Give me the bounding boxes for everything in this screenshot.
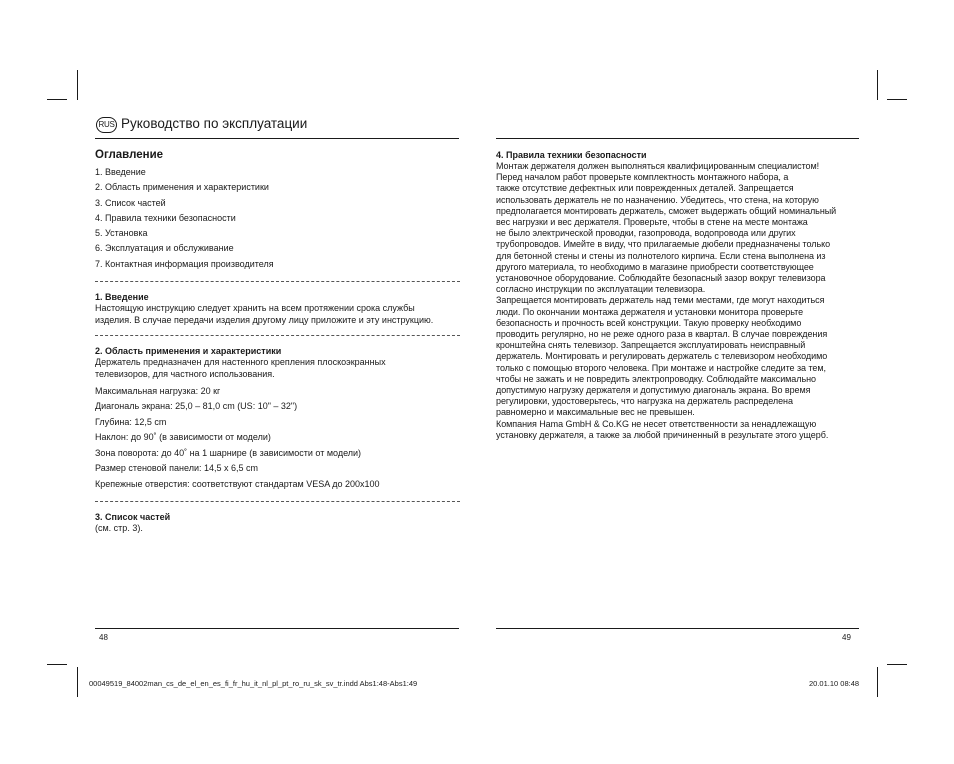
safety-heading: 4. Правила техники безопасности — [496, 150, 647, 160]
safety-line: Компания Hama GmbH & Co.KG не несет ответственности за ненадлежащую — [496, 418, 817, 429]
safety-line: предполагается монтировать держатель, сможет выдержать общий номинальный — [496, 205, 837, 216]
section-divider — [95, 501, 460, 502]
page-number-right: 49 — [842, 633, 851, 642]
safety-line: Монтаж держателя должен выполняться квалифицированным специалистом! — [496, 161, 820, 171]
safety-text — [496, 161, 858, 441]
spec-item: Максимальная нагрузка: 20 кг — [95, 386, 221, 397]
footer-rule-right — [496, 628, 859, 629]
safety-line: кронштейна снять телевизор. Запрещается эксплуатировать неисправный — [496, 340, 806, 351]
crop-mark — [77, 70, 78, 100]
safety-line: безопасность и прочность всей конструкции. Такую проверку необходимо — [496, 317, 802, 328]
safety-line: согласно инструкции по эксплуатации телевизора. — [496, 284, 706, 295]
footer-rule-left — [95, 628, 459, 629]
right-column — [496, 150, 858, 441]
crop-mark — [47, 664, 67, 665]
toc-item: 2. Область применения и характеристики — [95, 182, 269, 193]
safety-line: установку держателя, а также за любой причиненный в результате этого ущерб. — [496, 429, 829, 440]
spec-item: Глубина: 12,5 cm — [95, 416, 167, 427]
safety-line: допустимую нагрузку держателя и допустимую диагональ экрана. Во время — [496, 385, 811, 396]
safety-line: проводить регулярно, но не реже одного раза в квартал. В случае повреждения — [496, 329, 828, 340]
safety-line: держатель. Монтировать и регулировать держатель с телевизором необходимо — [496, 351, 828, 362]
crop-mark — [887, 664, 907, 665]
spec-item: Диагональ экрана: 25,0 – 81,0 cm (US: 10" – 32") — [95, 401, 298, 412]
footer-file-name: 00049519_84002man_cs_de_el_en_es_fi_fr_hu_it_nl_pl_pt_ro_ru_sk_sv_tr.indd Abs1:48-Abs1:49 — [89, 679, 418, 688]
toc-heading: Оглавление — [95, 149, 164, 161]
intro-heading: 1. Введение — [95, 292, 149, 303]
parts-note: (см. стр. 3). — [95, 522, 143, 533]
toc-list — [95, 165, 460, 272]
toc-item: 1. Введение — [95, 167, 146, 177]
toc-item: 6. Эксплуатация и обслуживание — [95, 243, 234, 254]
intro-line: Настоящую инструкцию следует хранить на всем протяжении срока службы — [95, 303, 415, 314]
application-line: Держатель предназначен для настенного крепления плоскоэкранных — [95, 357, 386, 368]
spec-list — [95, 384, 460, 492]
toc-item: 5. Установка — [95, 228, 148, 239]
spec-item: Крепежные отверстия: соответствуют стандартам VESA до 200x100 — [95, 478, 380, 489]
application-text — [95, 357, 460, 380]
safety-line: Перед началом работ проверьте комплектность монтажного набора, а — [496, 172, 789, 183]
intro-line: изделия. В случае передачи изделия другому лицу приложите и эту инструкцию. — [95, 314, 434, 325]
header-rule-left — [95, 138, 459, 139]
footer-date: 20.01.10 08:48 — [809, 679, 860, 688]
crop-mark — [887, 99, 907, 100]
left-column — [95, 148, 460, 534]
spec-item: Размер стеновой панели: 14,5 x 6,5 cm — [95, 463, 259, 474]
application-line: телевизоров, для частного использования. — [95, 368, 275, 379]
safety-line: трубопроводов. Имейте в виду, что прилагаемые дюбели предназначены только — [496, 239, 831, 250]
safety-line: люди. По окончании монтажа держателя и установки монитора проверьте — [496, 306, 804, 317]
safety-line: установочное оборудование. Соблюдайте безопасный зазор вокруг телевизора — [496, 273, 826, 284]
application-heading: 2. Область применения и характеристики — [95, 346, 282, 357]
safety-line: для бетонной стены и стены из полнотелого кирпича. Если стена выполнена из — [496, 250, 826, 261]
language-badge: RUS — [96, 117, 117, 133]
safety-line: другого материала, то необходимо в магазине приобрести соответствующее — [496, 261, 814, 272]
safety-line: регулировки, удостоверьтесь, что нагрузка на держатель распределена — [496, 396, 793, 407]
page-title: Руководство по эксплуатации — [121, 116, 308, 131]
section-divider — [95, 281, 460, 282]
header-rule-right — [496, 138, 859, 139]
toc-item: 7. Контактная информация производителя — [95, 258, 274, 269]
safety-line: не было электрической проводки, газопровода, водопровода или других — [496, 228, 796, 239]
safety-line: Запрещается монтировать держатель над теми местами, где могут находиться — [496, 295, 825, 306]
crop-mark — [877, 70, 878, 100]
safety-line: равномерно и максимальные вес не превышен. — [496, 407, 695, 418]
toc-item: 4. Правила техники безопасности — [95, 212, 236, 223]
safety-line: чтобы не зажать и не повредить электропроводку. Соблюдайте максимально — [496, 373, 816, 384]
spec-item: Зона поворота: до 40˚ на 1 шарнире (в зависимости от модели) — [95, 447, 362, 458]
safety-line: также отсутствие дефектных или поврежденных деталей. Запрещается — [496, 183, 794, 194]
crop-mark — [877, 667, 878, 697]
crop-mark — [47, 99, 67, 100]
page-number-left: 48 — [99, 633, 108, 642]
safety-line: только с помощью второго человека. При монтаже и настройке следите за тем, — [496, 362, 826, 373]
parts-heading: 3. Список частей — [95, 511, 171, 522]
safety-line: вес нагрузки и вес держателя. Проверьте, чтобы в стене на месте монтажа — [496, 217, 808, 228]
spec-item: Наклон: до 90˚ (в зависимости от модели) — [95, 432, 271, 443]
safety-line: использовать держатель не по назначению. Убедитесь, что стена, на которую — [496, 194, 819, 205]
section-divider — [95, 335, 460, 336]
crop-mark — [77, 667, 78, 697]
intro-text — [95, 303, 460, 326]
toc-item: 3. Список частей — [95, 197, 166, 208]
